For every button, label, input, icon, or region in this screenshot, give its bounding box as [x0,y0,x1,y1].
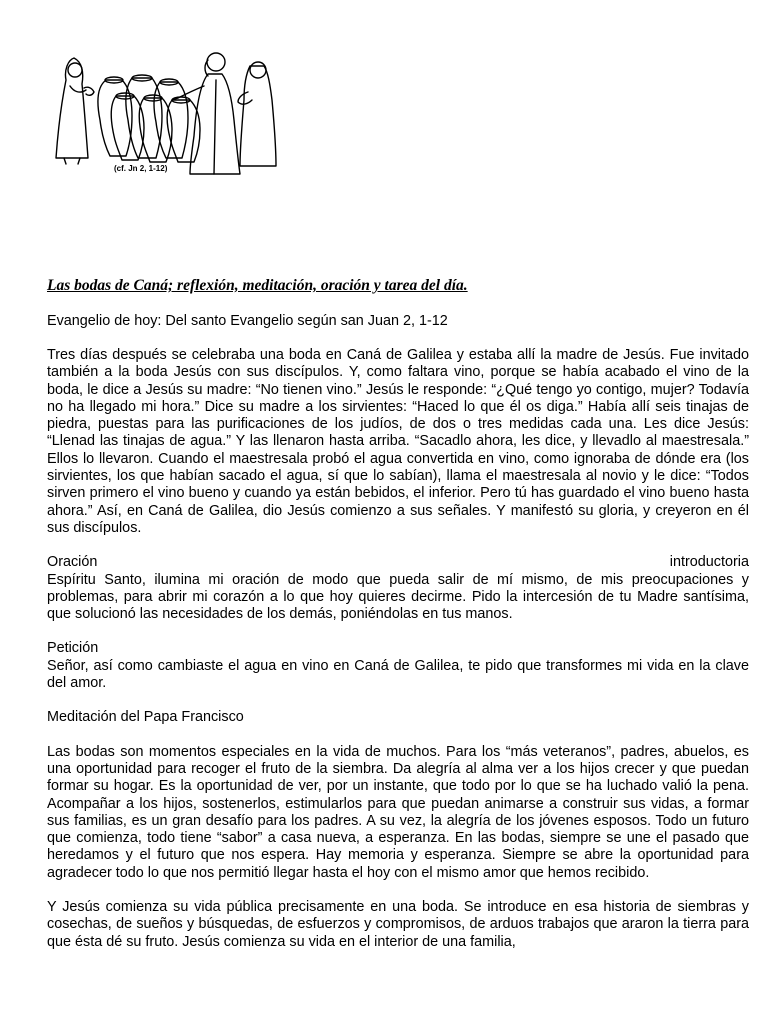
oracion-text: Espíritu Santo, ilumina mi oración de modo que pueda salir de mí mismo, de mis preocupaciones y problemas, para abrir mi corazón a lo que hoy quieres decirme. Pido la intercesión de tu Madre santísima, que solucionó las necesidades de los demás, poniéndolas en tus manos. [47,571,749,623]
meditacion-paragraph-1: Las bodas son momentos especiales en la vida de muchos. Para los “más veteranos”, padres, abuelos, es una oportunidad para recoger el fruto de la siembra. Da alegría al alma ver a los hijos crecer y que puedan formar su hogar. Es la oportunidad de ver, por un instante, que todo por lo que se ha luchado valió la pena. Acompañar a los hijos, sostenerlos, estimularlos para que puedan animarse a construir sus vidas, a formar sus familias, es un gran desafío para los padres. A su vez, la alegría de los jóvenes esposos. Todo un futuro que comienza, todo tiene “sabor” a casa nueva, a esperanza. En las bodas, siempre se une el pasado que heredamos y el futuro que nos espera. Hay memoria y esperanza. Siempre se abre la oportunidad para agradecer todo lo que nos permitió llegar hasta el hoy con el mismo amor que hemos recibido. [47,743,749,881]
illustration-caption: (cf. Jn 2, 1-12) [114,164,168,173]
illustration-drawing [44,40,284,180]
oracion-label: Oración [47,554,98,571]
wedding-at-cana-illustration [44,40,284,180]
document-body [47,276,749,968]
meditacion-paragraph-2: Y Jesús comienza su vida pública precisamente en una boda. Se introduce en esa historia de siembras y cosechas, de sueños y búsquedas, de esfuerzos y compromisos, de arduos trabajos que araron la tierra para que ésta dé su fruto. Jesús comienza su vida en el interior de una familia, [47,899,749,950]
oracion-label-right: introductoria [669,554,749,571]
oracion-heading [47,554,749,571]
gospel-text: Tres días después se celebraba una boda en Caná de Galilea y estaba allí la madre de Jesús. Fue invitado también a la boda Jesús con sus discípulos. Y, como faltara vino, porque se había acabado el vino de la boda, le dice a Jesús su madre: “No tienen vino.” Jesús le responde: “¿Qué tengo yo contigo, mujer? Todavía no ha llegado mi hora.” Dice su madre a los sirvientes: “Haced lo que él os diga.” Había allí seis tinajas de piedra, puestas para las purificaciones de los judíos, de dos o tres medidas cada una. Les dice Jesús: “Llenad las tinajas de agua.” Y las llenaron hasta arriba. “Sacadlo ahora, les dice, y llevadlo al maestresala.” Ellos lo llevaron. Cuando el maestresala probó el agua convertida en vino, como ignoraba de dónde era (los sirvientes, los que habían sacado el agua, sí que lo sabían), llama el maestresala al novio y le dice: “Todos sirven primero el vino bueno y cuando ya están bebidos, el inferior. Pero tú has guardado el vino bueno hasta ahora.” Así, en Caná de Galilea, dio Jesús comienzo a sus señales. Y manifestó su gloria, y creyeron en él sus discípulos. [47,347,749,536]
page-title: Las bodas de Caná; reflexión, meditación, oración y tarea del día. [47,277,468,294]
meditacion-heading: Meditación del Papa Francisco [47,709,244,726]
peticion-heading: Petición [47,640,99,657]
peticion-text: Señor, así como cambiaste el agua en vino en Caná de Galilea, te pido que transformes mi vida en la clave del amor. [47,657,749,692]
gospel-reference: Evangelio de hoy: Del santo Evangelio según san Juan 2, 1-12 [47,313,448,329]
